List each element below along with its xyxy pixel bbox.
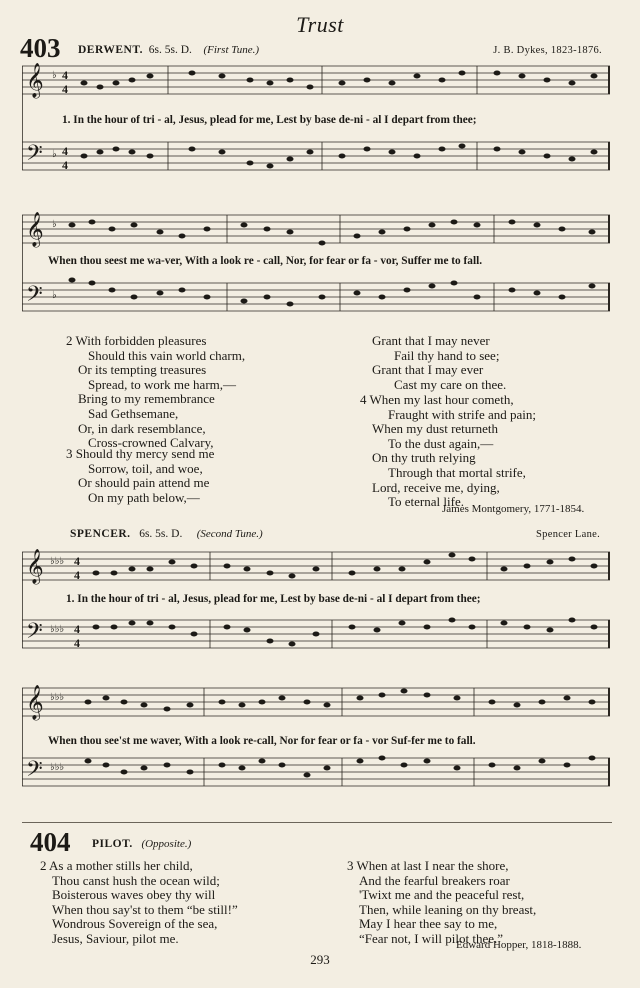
- stanza-line: When thou say'st to them “be still!”: [52, 901, 238, 917]
- tune-name: PILOT.: [92, 838, 133, 850]
- stanza-3: [66, 447, 214, 505]
- svg-text:4: 4: [62, 68, 68, 82]
- section-divider: [22, 822, 612, 823]
- stanza-line: Jesus, Saviour, pilot me.: [52, 930, 179, 946]
- stanza-line: Grant that I may never: [372, 333, 490, 348]
- tune-name: DERWENT.: [78, 44, 144, 56]
- svg-text:♭: ♭: [52, 219, 57, 230]
- stanza-line: Or its tempting treasures: [78, 362, 207, 378]
- stanza-line: When my dust returneth: [372, 421, 498, 437]
- stanza-line: Then, while leaning on thy breast,: [359, 901, 537, 917]
- svg-text:𝄞: 𝄞: [26, 212, 44, 247]
- svg-text:♭♭♭: ♭♭♭: [50, 692, 65, 703]
- stanza-line: “Fear not, I will pilot thee.”: [359, 930, 504, 946]
- lyrics-derwent-line2: When thou seest me wa-ver, With a look re - call, Nor, for fear or fa - vor, Suffer me to fall.: [48, 255, 483, 267]
- tune-header-spencer: [70, 528, 263, 540]
- svg-text:4: 4: [62, 82, 68, 96]
- svg-text:4: 4: [74, 568, 80, 582]
- stanza-line: Cast my care on thee.: [394, 376, 507, 392]
- stanza-line: Wondrous Sovereign of the sea,: [52, 916, 218, 932]
- stanza-line: Spread, to work me harm,—: [88, 376, 237, 392]
- stanza-line: May I hear thee say to me,: [359, 916, 498, 932]
- stanza-line: To eternal life.: [388, 494, 464, 510]
- svg-text:♭: ♭: [52, 290, 57, 301]
- tune-header-pilot: [92, 838, 191, 850]
- stanza-2: [66, 334, 245, 451]
- stanza-line: 2 With forbidden pleasures: [66, 333, 207, 348]
- attribution-hopper: Edward Hopper, 1818-1888.: [456, 939, 582, 951]
- composer-lane: Spencer Lane.: [536, 529, 600, 540]
- stanza-line: 'Twixt me and the peaceful rest,: [359, 887, 525, 903]
- tune-meter: 6s. 5s. D.: [148, 44, 192, 56]
- stanza-line: On my path below,—: [88, 489, 200, 505]
- lyrics-spencer-line2: When thou see'st me waver, With a look re-call, Nor for fear or fa - vor Suf-fer me to fall.: [48, 735, 476, 747]
- stanza-line: 2 As a mother stills her child,: [40, 858, 193, 873]
- stanza-line: Or, in dark resemblance,: [78, 420, 206, 436]
- svg-text:♭: ♭: [52, 70, 57, 81]
- stanza-line: Thou canst hush the ocean wild;: [52, 872, 220, 888]
- stanza-line: Sad Gethsemane,: [88, 405, 179, 421]
- svg-text:♭♭♭: ♭♭♭: [50, 624, 65, 635]
- stanza-line: To the dust again,—: [388, 435, 494, 451]
- stanza-3-continued: [372, 334, 506, 392]
- stanza-line: Or should pain attend me: [78, 475, 210, 491]
- stanza-line: Lord, receive me, dying,: [372, 479, 500, 495]
- lyrics-derwent-line1: 1. In the hour of tri - al, Jesus, plead for me, Lest by base de-ni - al I depart from thee;: [62, 114, 477, 126]
- stanza-line: Sorrow, toil, and woe,: [88, 460, 203, 476]
- svg-text:𝄢: 𝄢: [26, 757, 43, 787]
- stanza-line: Fraught with strife and pain;: [388, 406, 537, 422]
- attribution-montgomery: James Montgomery, 1771-1854.: [442, 503, 585, 515]
- hymn-number-404: 404: [30, 827, 71, 857]
- svg-text:4: 4: [74, 636, 80, 650]
- svg-text:𝄞: 𝄞: [26, 63, 44, 98]
- stanza-404-2: [40, 859, 238, 947]
- svg-text:𝄢: 𝄢: [26, 282, 43, 312]
- svg-text:𝄢: 𝄢: [26, 141, 43, 171]
- stanza-line: Should this vain world charm,: [88, 347, 246, 363]
- stanza-line: Fail thy hand to see;: [394, 347, 500, 363]
- stanza-line: 4 When my last hour cometh,: [360, 392, 514, 407]
- svg-text:4: 4: [62, 144, 68, 158]
- stanza-line: Boisterous waves obey thy will: [52, 887, 216, 903]
- stanza-line: 3 When at last I near the shore,: [347, 858, 509, 873]
- tune-header-derwent: [78, 44, 259, 56]
- stanza-line: And the fearful breakers roar: [359, 872, 510, 888]
- music-staff-spencer-system1: [22, 542, 612, 677]
- tune-note: (Second Tune.): [196, 528, 263, 540]
- stanza-line: Through that mortal strife,: [388, 464, 526, 480]
- stanza-4: [360, 393, 536, 510]
- stanza-404-3: [347, 859, 536, 947]
- hymn-number-403: 403: [20, 33, 61, 63]
- tune-note: (First Tune.): [203, 44, 260, 56]
- stanza-line: 3 Should thy mercy send me: [66, 446, 215, 461]
- svg-text:♭♭♭: ♭♭♭: [50, 556, 65, 567]
- lyrics-spencer-line1: 1. In the hour of tri - al, Jesus, plead for me, Lest by base de-ni - al I depart from thee;: [66, 593, 481, 605]
- svg-text:♭: ♭: [52, 149, 57, 160]
- svg-text:4: 4: [74, 622, 80, 636]
- svg-text:𝄞: 𝄞: [26, 549, 44, 584]
- stanza-line: Bring to my remembrance: [78, 391, 215, 407]
- music-staff-derwent-system2: [22, 207, 612, 347]
- svg-text:4: 4: [74, 554, 80, 568]
- svg-text:4: 4: [62, 158, 68, 172]
- svg-text:♭♭♭: ♭♭♭: [50, 762, 65, 773]
- tune-note: (Opposite.): [141, 838, 192, 850]
- tune-name: SPENCER.: [70, 528, 131, 540]
- stanza-line: On thy truth relying: [372, 450, 476, 466]
- stanza-line: Cross-crowned Calvary,: [88, 435, 214, 451]
- page-number: 293: [310, 952, 330, 967]
- svg-text:𝄢: 𝄢: [26, 619, 43, 649]
- page-heading: Trust: [296, 12, 344, 37]
- svg-text:𝄞: 𝄞: [26, 685, 44, 720]
- composer-dykes: J. B. Dykes, 1823-1876.: [493, 45, 602, 56]
- stanza-line: Grant that I may ever: [372, 362, 484, 378]
- tune-meter: 6s. 5s. D.: [139, 528, 183, 540]
